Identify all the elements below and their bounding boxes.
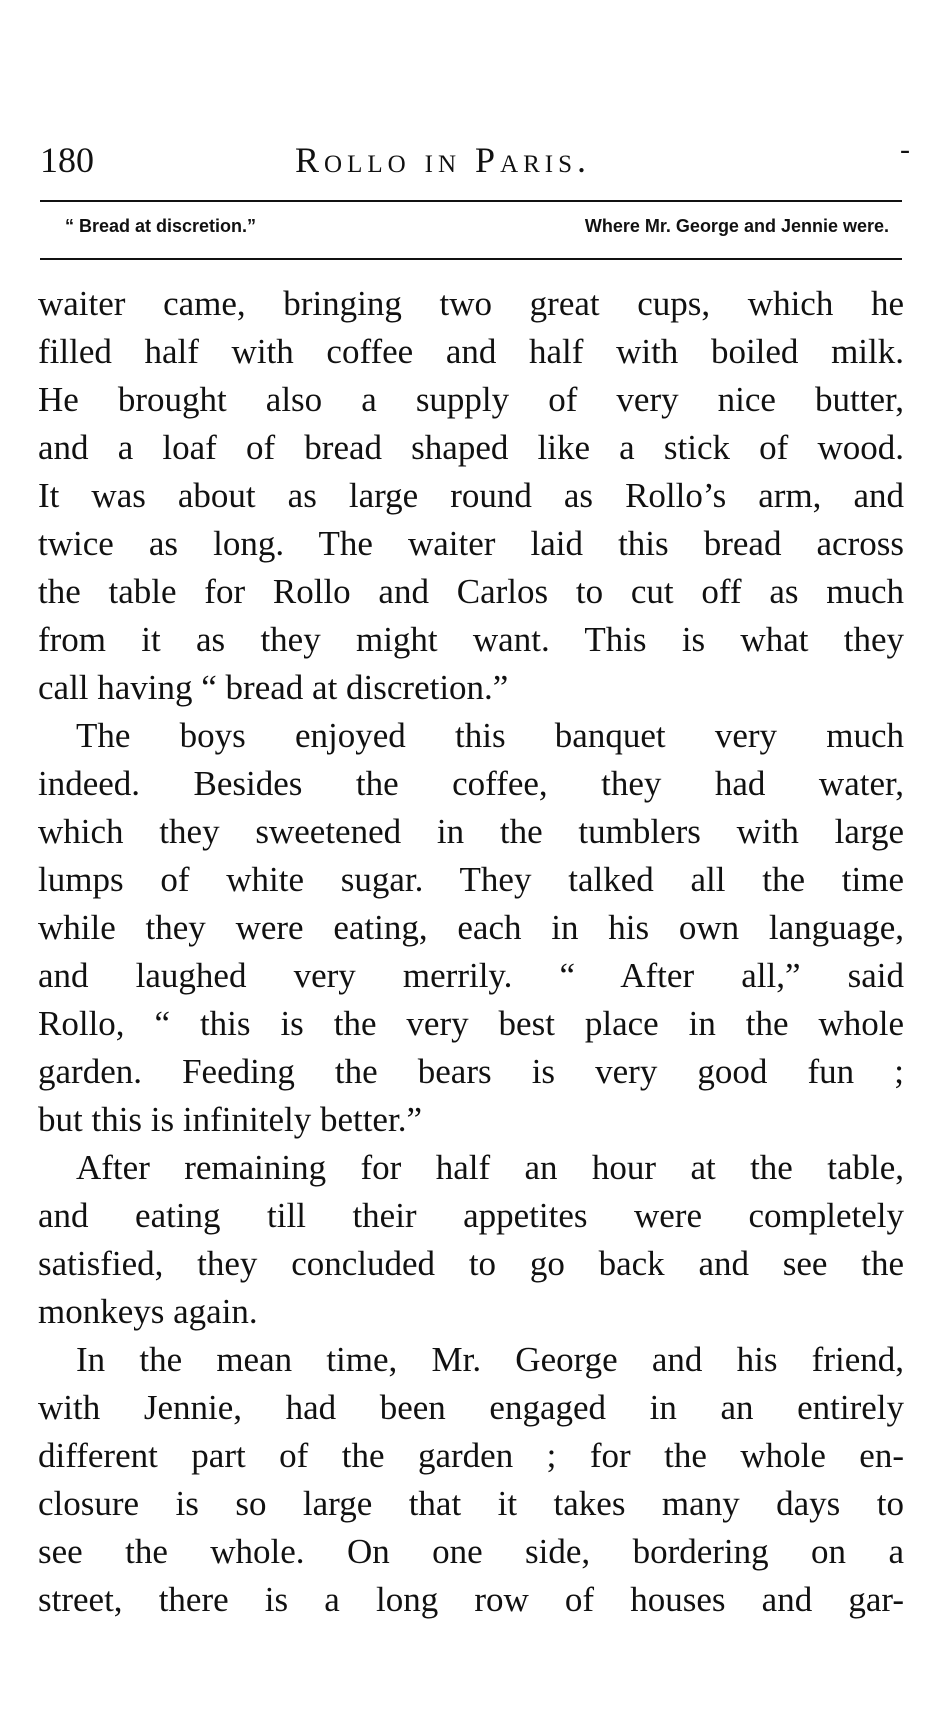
corner-mark: - <box>900 133 910 166</box>
text-line: the table for Rollo and Carlos to cut off as much <box>38 572 904 611</box>
text-line: while they were eating, each in his own language, <box>38 908 904 947</box>
text-line: waiter came, bringing two great cups, which he <box>38 284 904 323</box>
paragraph <box>38 280 904 712</box>
running-head <box>40 133 910 190</box>
text-line: garden. Feeding the bears is very good fun ; <box>38 1052 904 1091</box>
text-line: After remaining for half an hour at the table, <box>76 1148 904 1187</box>
text-line: The boys enjoyed this banquet very much <box>76 716 904 755</box>
paragraph <box>38 1336 904 1624</box>
bottom-rule <box>40 258 902 260</box>
text-line: He brought also a supply of very nice butter, <box>38 380 904 419</box>
text-line: street, there is a long row of houses and gar- <box>38 1580 904 1619</box>
text-line: but this is infinitely better.” <box>38 1100 422 1139</box>
caption-right: Where Mr. George and Jennie were. <box>584 216 889 236</box>
text-line: see the whole. On one side, bordering on a <box>38 1532 904 1571</box>
text-line: closure is so large that it takes many days to <box>38 1484 904 1523</box>
running-title: Rollo in Paris. <box>295 140 592 180</box>
text-line: and eating till their appetites were completely <box>38 1196 904 1235</box>
text-line: In the mean time, Mr. George and his friend, <box>76 1340 904 1379</box>
text-line: twice as long. The waiter laid this bread across <box>38 524 904 563</box>
text-line: call having “ bread at discretion.” <box>38 668 509 707</box>
text-line: from it as they might want. This is what they <box>38 620 904 659</box>
text-line: indeed. Besides the coffee, they had water, <box>38 764 904 803</box>
text-line: which they sweetened in the tumblers with large <box>38 812 904 851</box>
text-line: It was about as large round as Rollo’s arm, and <box>38 476 904 515</box>
text-line: lumps of white sugar. They talked all the time <box>38 860 904 899</box>
text-line: different part of the garden ; for the whole en- <box>38 1436 904 1475</box>
paragraph <box>38 712 904 1144</box>
top-rule <box>40 200 902 202</box>
paragraph <box>38 1144 904 1336</box>
caption-left: “ Bread at discretion.” <box>65 216 257 236</box>
page-number: 180 <box>40 140 94 180</box>
text-line: and laughed very merrily. “ After all,” said <box>38 956 904 995</box>
text-line: Rollo, “ this is the very best place in the whole <box>38 1004 904 1043</box>
text-line: filled half with coffee and half with boiled milk. <box>38 332 904 371</box>
body-text <box>38 280 904 1624</box>
text-line: with Jennie, had been engaged in an entirely <box>38 1388 904 1427</box>
text-line: monkeys again. <box>38 1292 258 1331</box>
text-line: and a loaf of bread shaped like a stick of wood. <box>38 428 904 467</box>
text-line: satisfied, they concluded to go back and see the <box>38 1244 904 1283</box>
